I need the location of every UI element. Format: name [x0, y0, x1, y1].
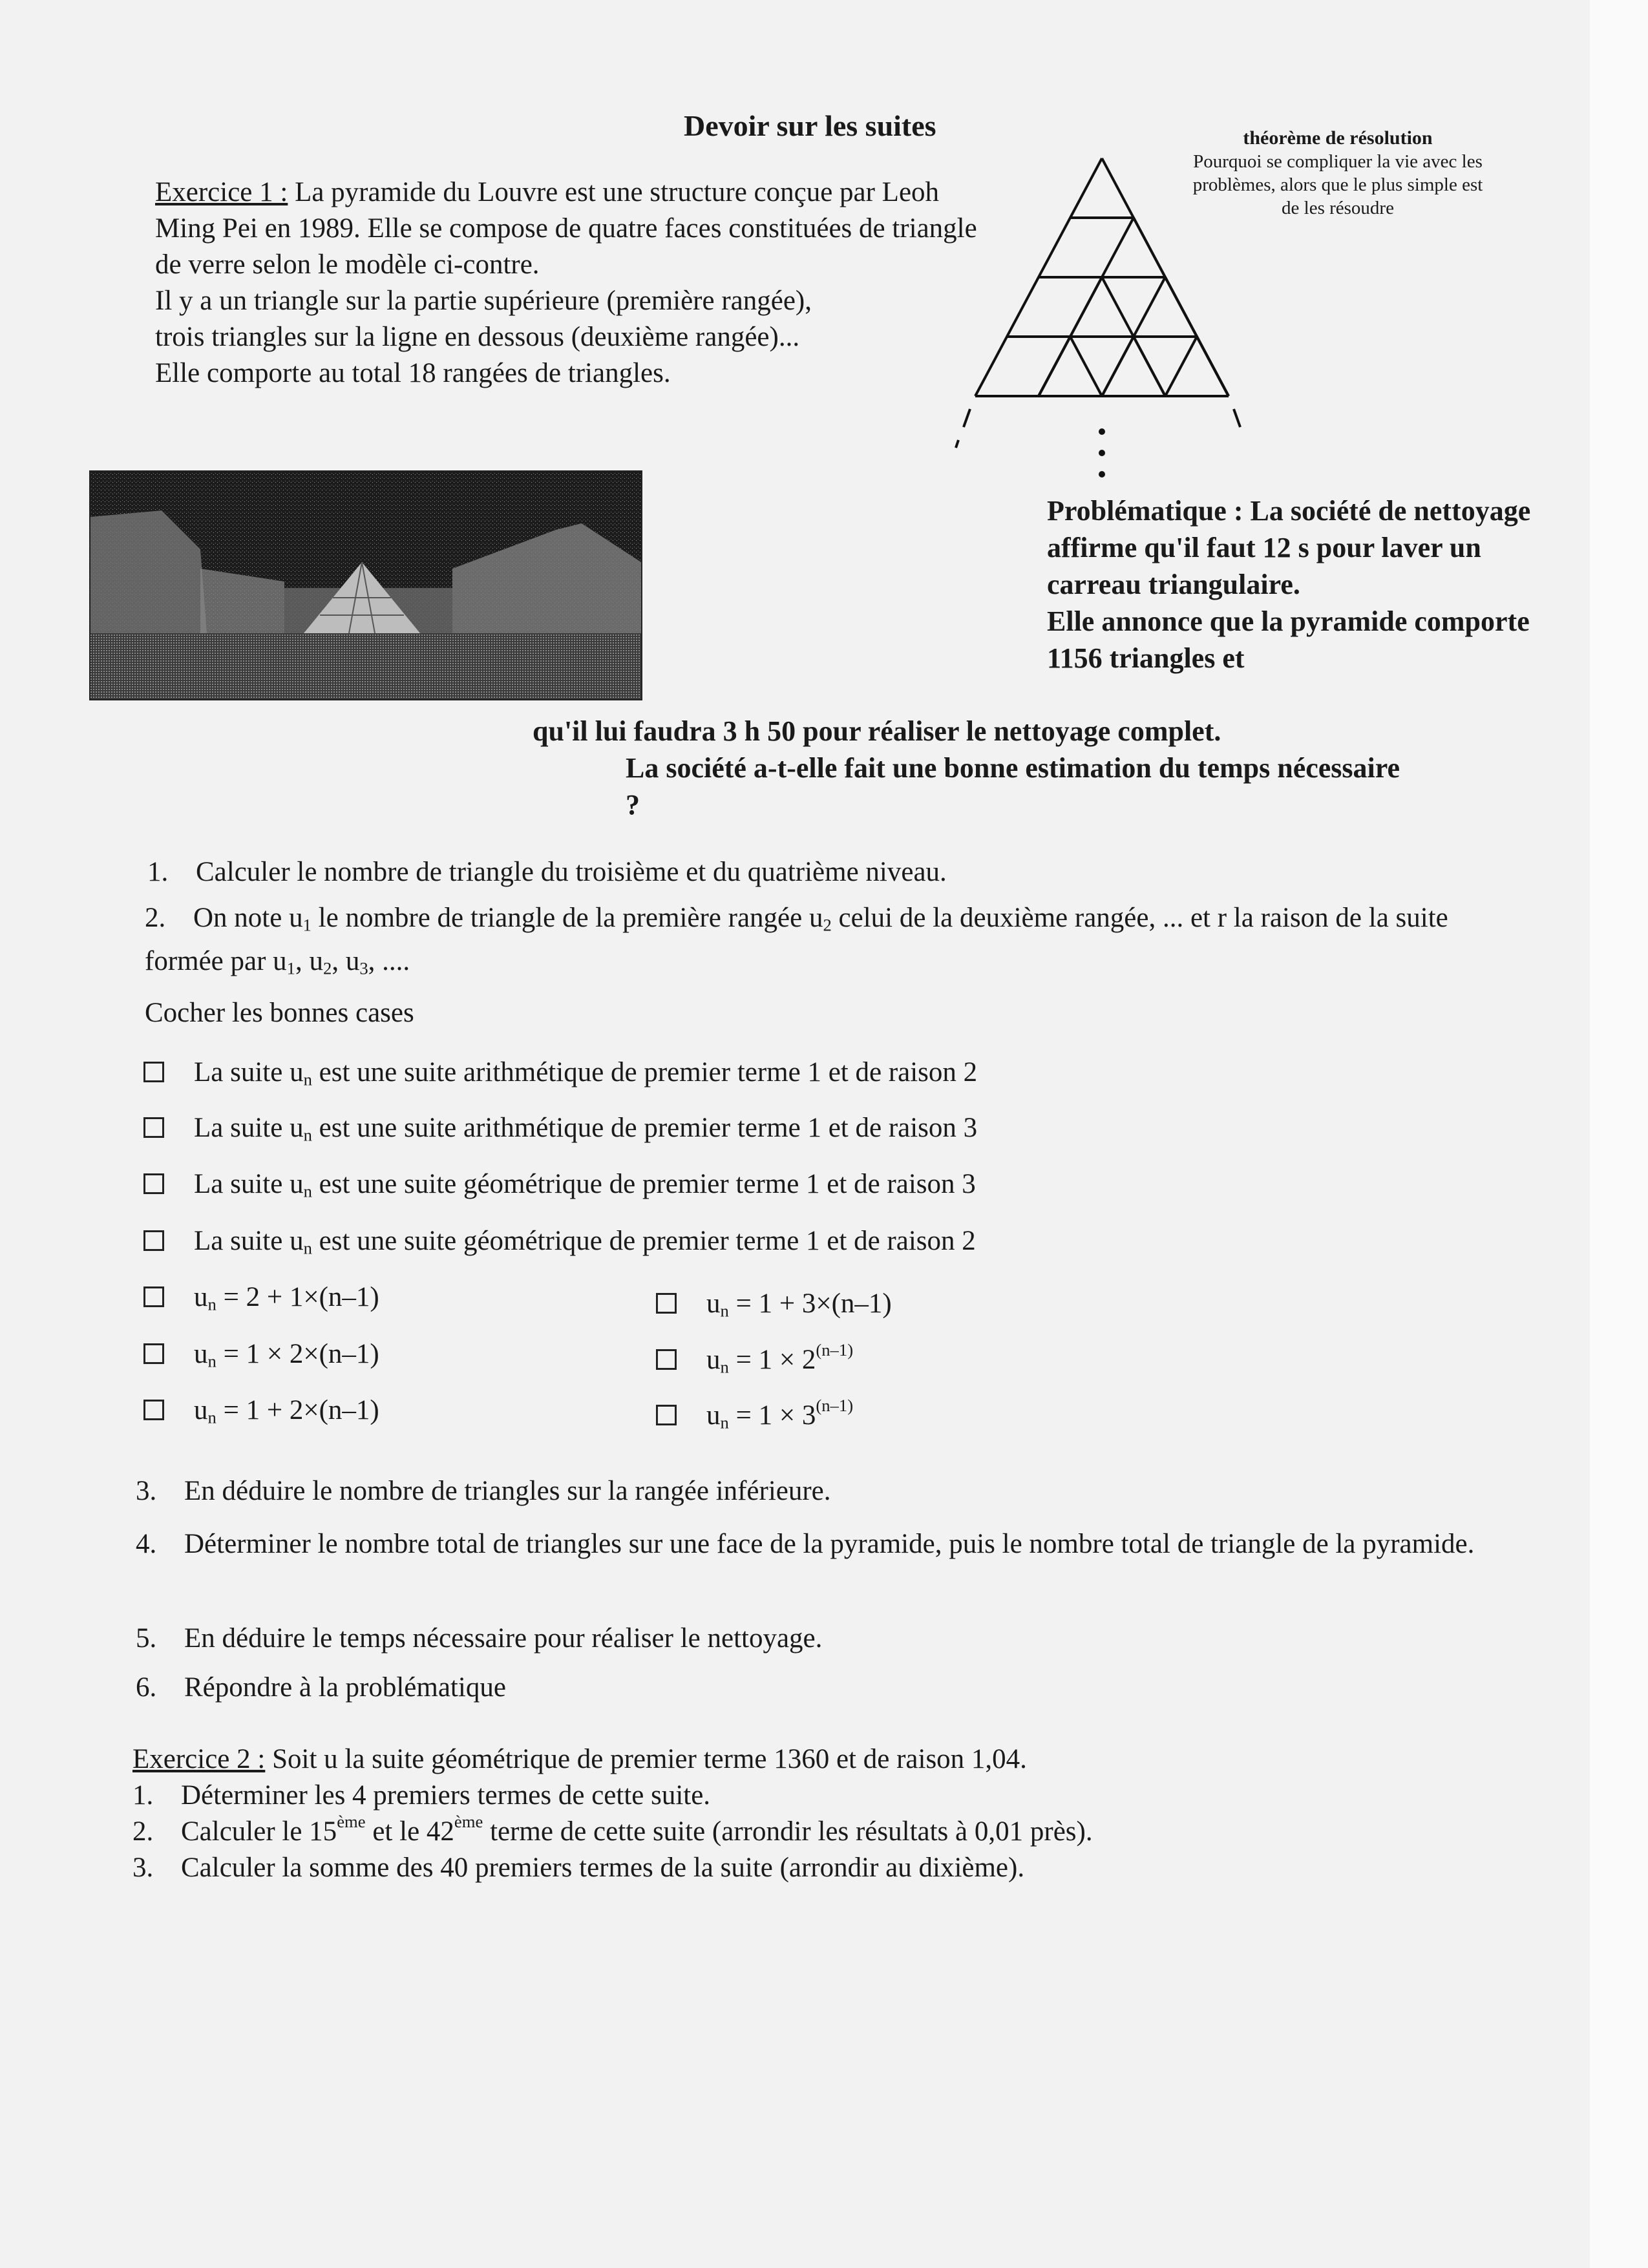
- question-5: [136, 1621, 822, 1657]
- formula-text: u: [194, 1339, 208, 1369]
- question-text: celui de la deuxième rangée, ... et r la raison de la suite formée par u: [145, 903, 1448, 976]
- pyramid-diagonal: [1070, 337, 1102, 396]
- exercise2-intro-text: Soit u la suite géométrique de premier terme 1360 et de raison 1,04.: [272, 1744, 1027, 1774]
- checkbox[interactable]: [143, 1117, 164, 1138]
- question-2: [145, 900, 1502, 986]
- subscript: n: [303, 1238, 312, 1258]
- pyramid-diagonal: [1197, 337, 1229, 396]
- continuation-dot: [1099, 428, 1105, 435]
- subscript: 1: [286, 958, 295, 978]
- pyramid-diagonal: [1039, 337, 1070, 396]
- superscript: ème: [454, 1812, 483, 1832]
- question-1: [147, 854, 947, 890]
- continuation-dot: [1099, 450, 1105, 456]
- item-text: Calculer la somme des 40 premiers termes de la suite (arrondir au dixième).: [181, 1853, 1025, 1883]
- checkbox[interactable]: [656, 1293, 677, 1314]
- triangle-pyramid-diagram: [937, 145, 1299, 481]
- formula-text: u: [706, 1288, 721, 1319]
- formula-text: = 1 × 3: [728, 1400, 816, 1431]
- continuation-dash: [956, 440, 958, 448]
- exercise2-intro: [132, 1741, 1554, 1778]
- exercise1-label: Exercice 1 :: [155, 177, 288, 207]
- question-text: En déduire le nombre de triangles sur la rangée inférieure.: [184, 1476, 831, 1506]
- checkbox[interactable]: [656, 1349, 677, 1370]
- subscript: n: [207, 1351, 217, 1371]
- option-text: est une suite géométrique de premier terme 1 et de raison 3: [312, 1169, 976, 1199]
- subscript: n: [303, 1069, 312, 1089]
- subscript: n: [207, 1407, 217, 1427]
- question-number: 2.: [145, 903, 166, 933]
- subscript: n: [720, 1301, 729, 1321]
- exercise1-intro-line4: Elle comporte au total 18 rangées de triangles.: [155, 358, 671, 388]
- formula-text: = 2 + 1×(n–1): [216, 1282, 379, 1312]
- subscript: n: [207, 1294, 217, 1314]
- question-number: 3.: [136, 1476, 157, 1506]
- question-text: Calculer le nombre de triangle du troisième et du quatrième niveau.: [196, 857, 947, 887]
- checkbox[interactable]: [143, 1173, 164, 1194]
- question-number: 4.: [136, 1529, 157, 1559]
- problematique-part1: [1047, 492, 1538, 677]
- item-text: et le 42: [365, 1816, 454, 1847]
- question-number: 1.: [147, 857, 169, 887]
- exercise2-item: [132, 1850, 1554, 1886]
- checkbox[interactable]: [143, 1062, 164, 1082]
- superscript: (n–1): [816, 1340, 854, 1360]
- question-text: On note u: [193, 903, 303, 933]
- option-text: La suite u: [194, 1169, 304, 1199]
- louvre-pyramid-photo: [89, 470, 642, 700]
- formula-text: u: [706, 1345, 721, 1375]
- subscript: n: [720, 1357, 729, 1377]
- subscript: 3: [359, 958, 368, 978]
- theorem-title: théorème de résolution: [1243, 127, 1433, 149]
- question-text: le nombre de triangle de la première rangée u: [311, 903, 823, 933]
- continuation-dot: [1099, 471, 1105, 478]
- theorem-text: Pourquoi se compliquer la vie avec les problèmes, alors que le plus simple est de les résoudre: [1192, 151, 1483, 218]
- document-title: Devoir sur les suites: [684, 109, 936, 142]
- subscript: n: [720, 1412, 729, 1433]
- checkbox[interactable]: [143, 1230, 164, 1251]
- page-edge: [1590, 0, 1648, 2268]
- checkbox[interactable]: [143, 1343, 164, 1364]
- question-4: [136, 1526, 1493, 1562]
- problematique-text-1: Problématique : La société de nettoyage affirme qu'il faut 12 s pour laver un carreau triangulaire.: [1047, 495, 1531, 600]
- formula-option: [143, 1336, 379, 1380]
- option-row: [143, 1110, 977, 1153]
- pyramid-diagonal: [1134, 337, 1165, 396]
- item-text: Déterminer les 4 premiers termes de cette suite.: [181, 1780, 711, 1811]
- formula-text: u: [706, 1400, 721, 1431]
- item-number: 1.: [132, 1780, 154, 1811]
- option-text: est une suite arithmétique de premier terme 1 et de raison 3: [312, 1113, 978, 1143]
- question-text: , ....: [368, 945, 410, 976]
- option-row: [143, 1223, 976, 1266]
- problematique-text-3: qu'il lui faudra 3 h 50 pour réaliser le nettoyage complet.: [533, 715, 1221, 747]
- checkbox[interactable]: [656, 1405, 677, 1425]
- formula-text: u: [194, 1395, 208, 1425]
- option-text: La suite u: [194, 1226, 304, 1256]
- exercise2-label: Exercice 2 :: [132, 1744, 266, 1774]
- formula-option: [656, 1398, 853, 1441]
- subscript: 2: [323, 958, 332, 978]
- exercise1-intro-line3: trois triangles sur la ligne en dessous (deuxième rangée)...: [155, 322, 800, 352]
- check-instruction: Cocher les bonnes cases: [145, 998, 414, 1028]
- question-6: [136, 1670, 506, 1706]
- formula-text: = 1 + 2×(n–1): [216, 1395, 379, 1425]
- exercise1-intro-line2: Il y a un triangle sur la partie supérieure (première rangée),: [155, 286, 812, 316]
- option-text: est une suite arithmétique de premier terme 1 et de raison 2: [312, 1057, 978, 1087]
- question-text: , u: [332, 945, 360, 976]
- formula-text: u: [194, 1282, 208, 1312]
- formula-option: [143, 1392, 379, 1436]
- option-text: est une suite géométrique de premier terme 1 et de raison 2: [312, 1226, 976, 1256]
- formula-text: = 1 + 3×(n–1): [728, 1288, 892, 1319]
- item-number: 3.: [132, 1853, 154, 1883]
- question-text: Déterminer le nombre total de triangles sur une face de la pyramide, puis le nombre total de triangle de la pyramide.: [184, 1529, 1475, 1559]
- option-text: La suite u: [194, 1113, 304, 1143]
- pyramid-diagonal: [1102, 337, 1134, 396]
- option-row: [143, 1166, 976, 1210]
- question-text: Répondre à la problématique: [184, 1672, 506, 1703]
- item-number: 2.: [132, 1816, 154, 1847]
- question-number: 5.: [136, 1623, 157, 1654]
- subscript: n: [303, 1125, 312, 1145]
- problematique-text-4: La société a-t-elle fait une bonne estimation du temps nécessaire ?: [626, 752, 1400, 821]
- option-row: [143, 1055, 977, 1098]
- continuation-dash: [964, 409, 970, 427]
- subscript: n: [303, 1181, 312, 1201]
- exercise2-item: [132, 1814, 1554, 1850]
- superscript: (n–1): [816, 1396, 854, 1416]
- continuation-dash: [1234, 409, 1240, 427]
- formula-text: = 1 × 2×(n–1): [216, 1339, 379, 1369]
- item-text: terme de cette suite (arrondir les résultats à 0,01 près).: [483, 1816, 1093, 1847]
- item-text: Calculer le 15: [181, 1816, 337, 1847]
- formula-option: [656, 1286, 892, 1329]
- formula-option: [656, 1342, 853, 1385]
- option-text: La suite u: [194, 1057, 304, 1087]
- exercise1-intro: [155, 174, 995, 392]
- exercise2-item: [132, 1778, 1554, 1814]
- question-text: En déduire le temps nécessaire pour réaliser le nettoyage.: [184, 1623, 823, 1654]
- subscript: 2: [823, 915, 832, 935]
- subscript: 1: [302, 915, 312, 935]
- formula-text: = 1 × 2: [728, 1345, 816, 1375]
- checkbox[interactable]: [143, 1400, 164, 1420]
- superscript: ème: [337, 1812, 366, 1832]
- checkbox[interactable]: [143, 1286, 164, 1307]
- exercise2: [132, 1741, 1554, 1886]
- formula-option: [143, 1279, 379, 1323]
- problematique-text-2: Elle annonce que la pyramide comporte 1156 triangles et: [1047, 605, 1530, 674]
- exercise1-intro-text: La pyramide du Louvre est une structure conçue par Leoh Ming Pei en 1989. Elle se compose de quatre faces constituées de triangle de verre selon le modèle ci-contre.: [155, 177, 977, 280]
- question-text: , u: [295, 945, 323, 976]
- question-number: 6.: [136, 1672, 157, 1703]
- question-3: [136, 1473, 831, 1509]
- pyramid-diagonal: [1165, 337, 1197, 396]
